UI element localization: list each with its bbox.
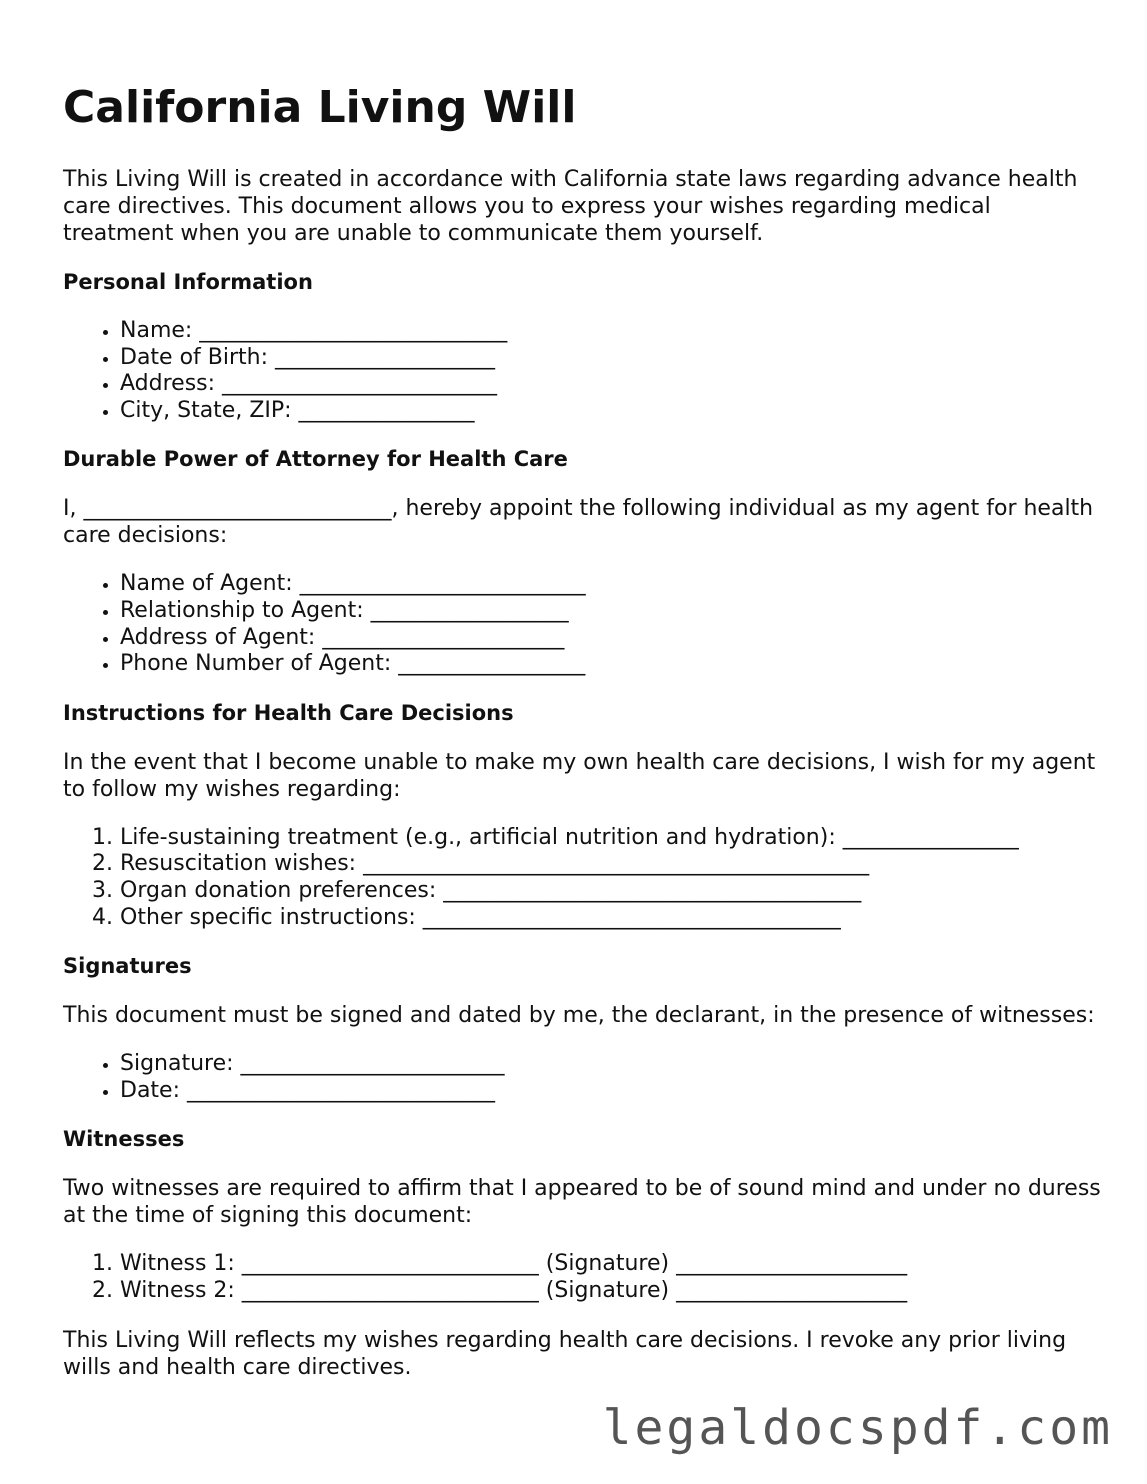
intro-paragraph: This Living Will is created in accordance with California state laws regarding advance health care directives. This document allows you to express your wishes regarding medical treatment when you are unable to communicate them yourself. <box>63 167 1078 246</box>
document-page <box>63 78 1103 1403</box>
date-of-birth-field: • Date of Birth: ____________________ <box>120 345 1103 372</box>
signature-field: • Signature: ________________________ <box>120 1051 1103 1078</box>
personal-information-heading: Personal Information <box>63 270 313 294</box>
signatures-list <box>63 1051 1103 1104</box>
name-field: • Name: ____________________________ <box>120 318 1103 345</box>
life-sustaining-treatment-field: 1. Life-sustaining treatment (e.g., artificial nutrition and hydration): ________________ <box>120 825 1103 852</box>
witness-1-field: 1. Witness 1: ___________________________ (Signature) _____________________ <box>120 1251 1103 1278</box>
agent-relationship-field: • Relationship to Agent: __________________ <box>120 598 1103 625</box>
instructions-heading: Instructions for Health Care Decisions <box>63 700 514 725</box>
power-of-attorney-heading: Durable Power of Attorney for Health Care <box>63 447 568 472</box>
signatures-heading: Signatures <box>63 954 192 979</box>
date-field: • Date: ____________________________ <box>120 1078 1103 1105</box>
witness-2-field: 2. Witness 2: ___________________________ (Signature) _____________________ <box>120 1278 1103 1305</box>
resuscitation-wishes-field: 2. Resuscitation wishes: ______________________________________________ <box>120 851 1103 878</box>
agent-address-field: • Address of Agent: ______________________ <box>120 625 1103 652</box>
agent-name-field: • Name of Agent: __________________________ <box>120 571 1103 598</box>
watermark: legaldocspdf.com <box>602 1400 1113 1456</box>
city-state-zip-field: • City, State, ZIP: ________________ <box>120 398 1103 425</box>
instructions-paragraph: In the event that I become unable to make my own health care decisions, I wish for my agent to follow my wishes regarding: <box>63 749 1096 802</box>
agent-phone-field: • Phone Number of Agent: _________________ <box>120 651 1103 678</box>
witnesses-paragraph: Two witnesses are required to affirm that I appeared to be of sound mind and under no duress at the time of signing this document: <box>63 1176 1101 1229</box>
agent-list <box>63 571 1103 677</box>
organ-donation-field: 3. Organ donation preferences: ______________________________________ <box>120 878 1103 905</box>
signatures-paragraph: This document must be signed and dated by me, the declarant, in the presence of witnesses: <box>63 1003 1095 1029</box>
address-field: • Address: _________________________ <box>120 371 1103 398</box>
witnesses-list <box>63 1251 1103 1304</box>
witnesses-heading: Witnesses <box>63 1127 185 1152</box>
closing-paragraph: This Living Will reflects my wishes regarding health care decisions. I revoke any prior living wills and health care directives. <box>63 1327 1067 1380</box>
instructions-list <box>63 825 1103 931</box>
other-instructions-field: 4. Other specific instructions: ______________________________________ <box>120 905 1103 932</box>
personal-information-list <box>63 318 1103 424</box>
power-of-attorney-paragraph: I, ____________________________, hereby appoint the following individual as my agent for health care decisions: <box>63 496 1094 549</box>
document-title: California Living Will <box>63 82 577 133</box>
